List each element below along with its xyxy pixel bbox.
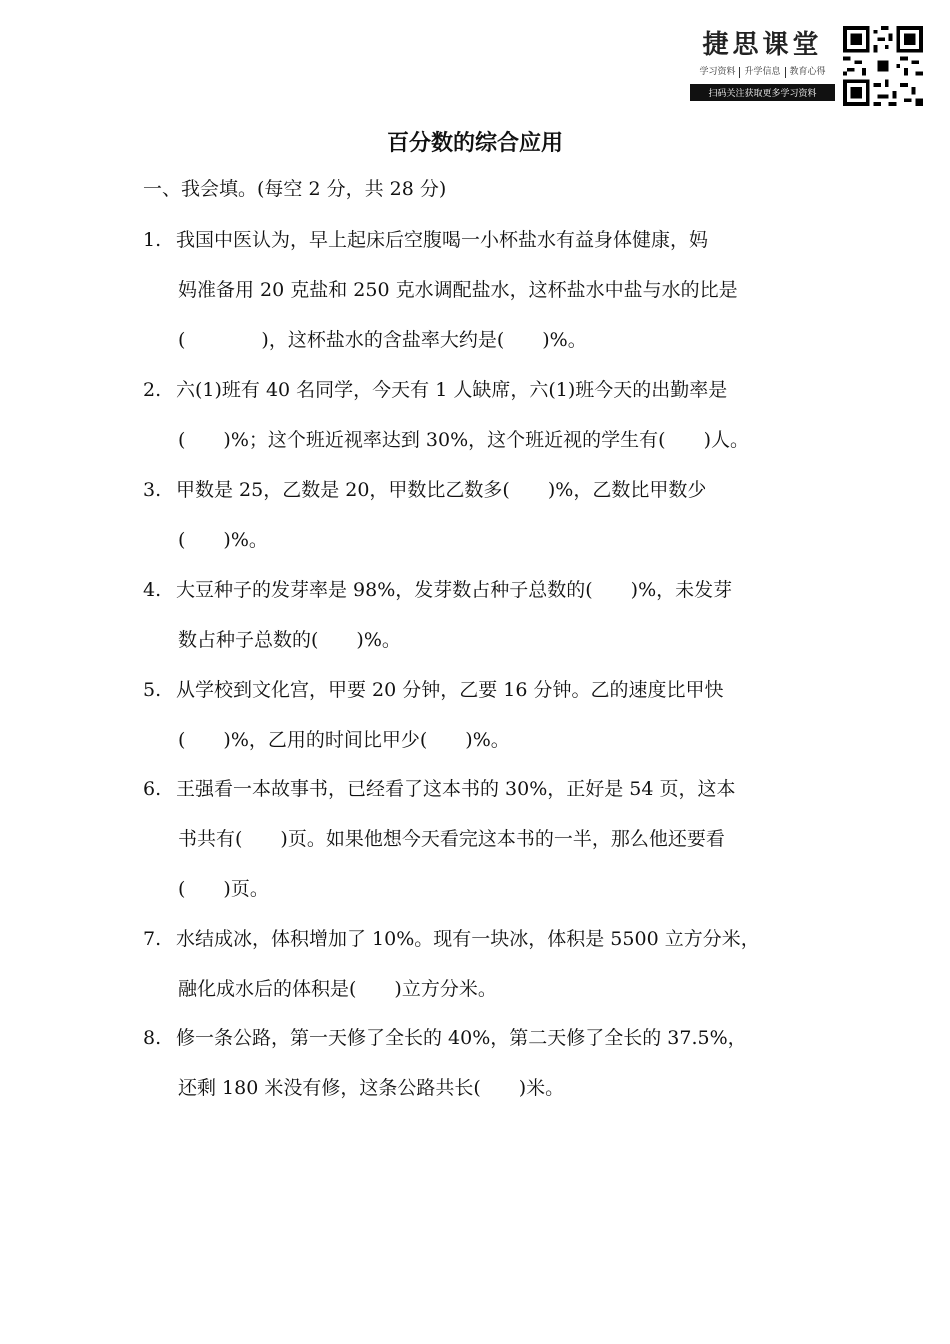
question-number: 5. [143,679,162,701]
question-1 [143,215,813,365]
question-text: 大豆种子的发芽率是 98%，发芽数占种子总数的( )%，未发芽 [176,579,733,601]
question-text: 水结成冰，体积增加了 10%。现有一块冰，体积是 5500 立方分米， [176,928,760,950]
question-3 [143,465,813,565]
brand-tags [690,67,835,78]
question-text: ( )%。 [178,529,268,551]
question-text: 还剩 180 米没有修，这条公路共长( )米。 [178,1077,565,1099]
section-heading: 一、我会填。(每空 2 分，共 28 分) [143,178,447,200]
question-text: 妈准备用 20 克盐和 250 克水调配盐水，这杯盐水中盐与水的比是 [178,279,738,301]
question-text: 甲数是 25，乙数是 20，甲数比乙数多( )%，乙数比甲数少 [176,479,707,501]
question-number: 7. [143,928,162,950]
question-number: 2. [143,379,162,401]
question-text: ( )，这杯盐水的含盐率大约是( )%。 [178,329,587,351]
page-title: 百分数的综合应用 [386,131,563,156]
qr-code-icon[interactable] [843,26,923,106]
question-text: 从学校到文化宫，甲要 20 分钟，乙要 16 分钟。乙的速度比甲快 [176,679,724,701]
question-7 [143,914,813,1014]
question-text: 融化成水后的体积是( )立方分米。 [178,978,497,1000]
question-4 [143,565,813,665]
question-text: ( )%；这个班近视率达到 30%，这个班近视的学生有( )人。 [178,429,749,451]
question-text: 六(1)班有 40 名同学，今天有 1 人缺席，六(1)班今天的出勤率是 [176,379,728,401]
question-text: 数占种子总数的( )%。 [178,629,401,651]
brand-block [690,24,835,101]
question-text: ( )%，乙用的时间比甲少( )%。 [178,729,510,751]
brand-tag: 升学信息 [740,67,785,78]
question-text: 修一条公路，第一天修了全长的 40%，第二天修了全长的 37.5%， [176,1027,747,1049]
brand-banner: 扫码关注获取更多学习资料 [690,84,835,101]
question-number: 3. [143,479,162,501]
question-5 [143,665,813,765]
question-text: 王强看一本故事书，已经看了这本书的 30%，正好是 54 页，这本 [176,778,736,800]
brand-name: 捷思课堂 [702,30,823,60]
question-text: 书共有( )页。如果他想今天看完这本书的一半，那么他还要看 [178,828,725,850]
question-number: 1. [143,229,162,251]
question-number: 4. [143,579,162,601]
brand-tag: 学习资料 [695,67,740,78]
question-8 [143,1013,813,1113]
question-text: 我国中医认为，早上起床后空腹喝一小杯盐水有益身体健康，妈 [176,229,709,251]
question-text: ( )页。 [178,878,269,900]
question-number: 6. [143,778,162,800]
brand-tag: 教育心得 [789,67,826,77]
question-number: 8. [143,1027,162,1049]
question-2 [143,365,813,465]
question-6 [143,764,813,914]
